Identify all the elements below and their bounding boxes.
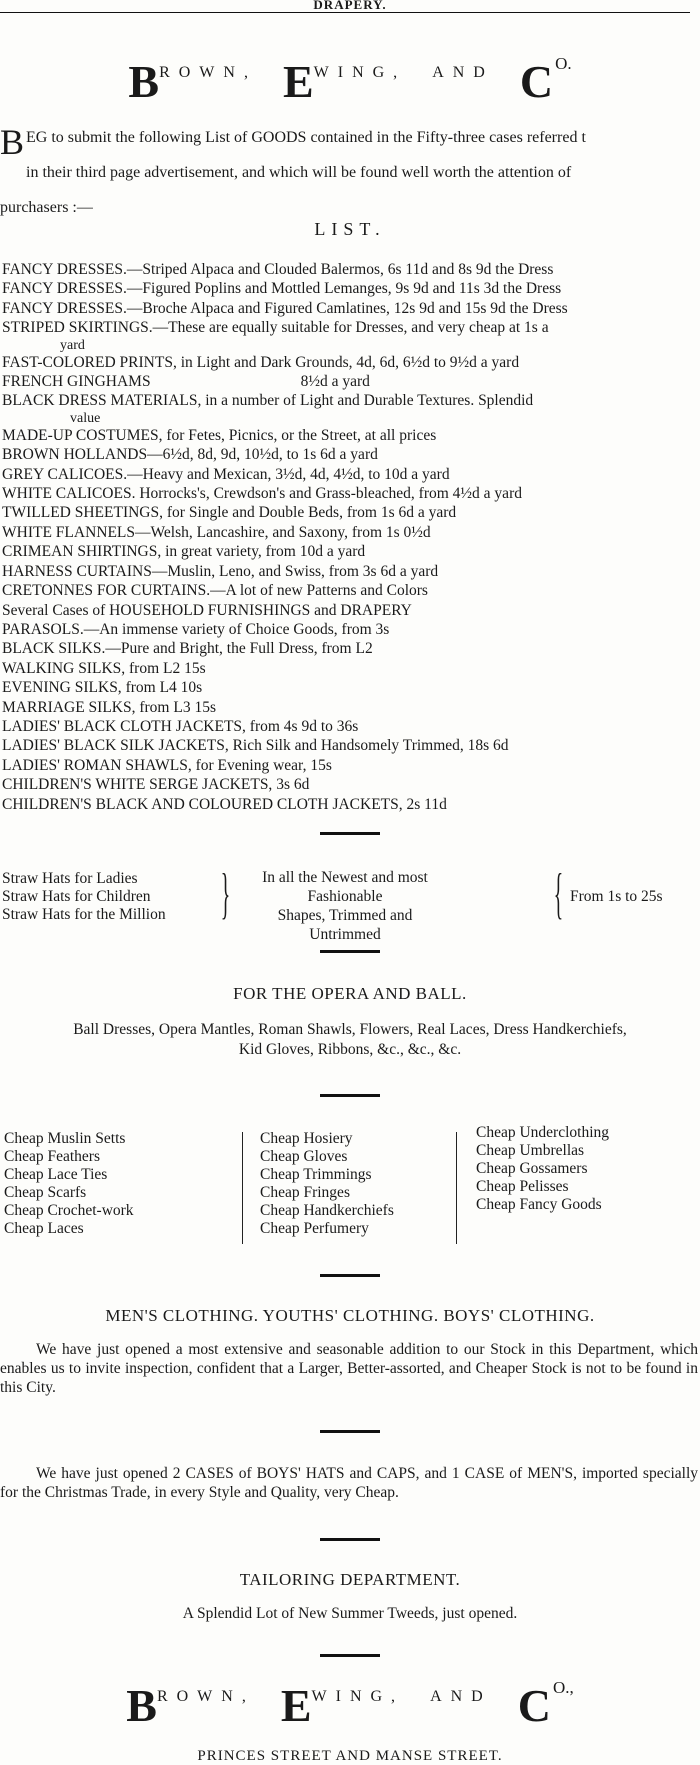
intro-line-2: in their third page advertisement, and which will be found well worth the attention of [26,164,572,181]
goods-item-name: MARRIAGE SILKS, [2,698,136,716]
divider-rule [320,1094,380,1097]
firm-sup-o: O. [555,54,572,73]
opera-line-2: Kid Gloves, Ribbons, &c., &c., &c. [238,1041,462,1058]
column-divider [456,1132,457,1244]
goods-item-text: —These are equally suitable for Dresses, and very cheap at 1s a [152,319,549,337]
goods-item-name: FANCY DRESSES. [2,261,127,278]
goods-item [2,372,697,391]
goods-item-text: —Figured Poplins and Mottled Lemanges, 9s 9d and 11s 3d the Dress [126,280,562,298]
header-rule [0,12,690,13]
firm-sup-o: O., [552,1678,574,1697]
goods-item-text: Horrocks's, Crewdson's and Grass-bleached, from 4½d a yard [135,485,522,503]
cheap-item: Cheap Crochet-work [4,1202,134,1219]
tailoring-title: TAILORING DEPARTMENT. [239,1570,461,1589]
firm-address: PRINCES STREET AND MANSE STREET. [197,1748,503,1764]
goods-item [2,411,697,426]
goods-item-name: BLACK DRESS MATERIALS, [2,392,202,410]
goods-item-text: 8½d a yard [300,373,370,391]
intro-paragraph [0,120,690,225]
goods-item-text: —Heavy and Mexican, 3½d, 4d, 4½d, to 10d a yard [127,465,450,483]
mens-clothing-paragraph [0,1340,698,1397]
cheap-item: Cheap Scarfs [4,1184,87,1201]
goods-item [2,465,697,484]
cheap-item: Cheap Handkerchiefs [260,1202,394,1219]
goods-item [2,426,697,445]
divider-rule [320,832,380,835]
goods-item-text: in Light and Dark Grounds, 4d, 6d, 6½d to 9½d a yard [176,353,520,371]
cheap-column-2 [260,1130,394,1238]
goods-item [2,445,697,464]
goods-item [2,338,697,353]
goods-item-name: CHILDREN'S BLACK AND COLOURED CLOTH JACKETS, [2,795,403,813]
goods-item [2,659,697,678]
goods-item-text: Rich Silk and Handsomely Trimmed, 18s 6d [228,737,509,755]
goods-item-name: PARASOLS. [2,620,84,638]
goods-item-text: from L2 15s [125,659,206,677]
goods-item [2,503,697,522]
goods-item [2,795,697,814]
divider-rule [320,1430,380,1433]
firm-initial-e: E [282,56,314,107]
goods-item-name: CRIMEAN SHIRTINGS, [2,543,162,561]
right-brace: } [220,863,231,925]
goods-item [2,756,697,775]
goods-item-name: LADIES' ROMAN SHAWLS, [2,756,192,774]
goods-item-text: —Pure and Bright, the Full Dress, from L2 [105,640,373,658]
cheap-item: Cheap Hosiery [260,1130,353,1147]
mens-clothing-text: We have just opened a most extensive and seasonable addition to our Stock in this Department, which enables us to invite inspection, confident that a Larger, Better-assorted, and Cheaper Stock is not to be found in this City. [0,1341,698,1396]
cheap-item: Cheap Muslin Setts [4,1130,126,1147]
goods-item-text: from L4 10s [121,679,203,697]
boys-hats-paragraph [0,1464,698,1502]
goods-item [2,775,697,794]
intro-line-1: EG to submit the following List of GOODS contained in the Fifty-three cases referred t [26,129,586,146]
goods-item-text: 3s 6d [272,776,310,794]
straw-hat-item: Straw Hats for Children [2,888,151,905]
goods-item [2,353,697,372]
straw-hats-price: From 1s to 25s [570,888,663,905]
divider-rule [320,1274,380,1277]
goods-item-text: in great variety, from 10d a yard [161,543,366,561]
firm-initial-c: C [519,56,554,107]
goods-item-name: WHITE FLANNELS [2,523,136,541]
goods-list [2,260,697,814]
goods-item-name: FANCY DRESSES. [2,280,127,298]
goods-item-text: value [70,410,101,426]
cheap-item: Cheap Pelisses [476,1178,569,1195]
cheap-item: Cheap Underclothing [476,1124,610,1141]
goods-item-text: —Striped Alpaca and Clouded Balermos, 6s 11d and 8s 9d the Dress [126,261,554,278]
goods-item-name: Several Cases of HOUSEHOLD FURNISHINGS and DRAPERY [2,601,412,619]
straw-desc-line: In all the Newest and most Fashionable [262,869,428,905]
cheap-column-1 [4,1130,134,1238]
goods-item [2,562,697,581]
firm-initial-e: E [280,1680,312,1731]
goods-item-text: —An immense variety of Choice Goods, from 3s [83,620,390,638]
goods-item-name: EVENING SILKS, [2,679,122,697]
firm-name-bottom [0,1678,700,1732]
goods-item-text: for Evening wear, 15s [191,756,332,774]
column-divider [242,1132,243,1244]
intro-line-3: purchasers :— [0,199,93,216]
section-header: DRAPERY. [313,0,387,12]
goods-item [2,391,697,410]
cheap-column-3 [476,1124,609,1214]
firm-word-rown: ROWN, [156,1688,255,1705]
firm-word-wing: WING, [311,1688,405,1705]
straw-hat-item: Straw Hats for Ladies [2,870,138,887]
goods-item-text: —A lot of new Patterns and Colors [210,582,428,600]
cheap-item: Cheap Gossamers [476,1160,588,1177]
tailoring-line: A Splendid Lot of New Summer Tweeds, just opened. [182,1605,518,1622]
straw-desc-line: Shapes, Trimmed and [277,907,413,924]
firm-initial-c: C [517,1680,551,1731]
goods-item-text: for Fetes, Picnics, or the Street, at all prices [162,426,437,444]
intro-dropcap: B [0,122,25,162]
cheap-item: Cheap Laces [4,1220,84,1237]
cheap-item: Cheap Trimmings [260,1166,372,1183]
goods-item-name: FRENCH GINGHAMS [2,373,151,391]
goods-item [2,260,697,279]
goods-item [2,601,697,620]
cheap-item: Cheap Perfumery [260,1220,369,1237]
firm-word-wing: WING, [313,64,407,81]
goods-item-text: from 4s 9d to 36s [245,717,359,735]
opera-title: FOR THE OPERA AND BALL. [233,984,467,1003]
goods-item-name: WHITE CALICOES. [2,485,136,503]
mens-clothing-title: MEN'S CLOTHING. YOUTHS' CLOTHING. BOYS' CLOTHING. [105,1306,595,1325]
goods-item-text: —Broche Alpaca and Figured Camlatines, 12s 9d and 15s 9d the Dress [126,299,568,317]
goods-item-name: TWILLED SHEETINGS, [2,504,163,522]
goods-item-name: FAST-COLORED PRINTS, [2,353,177,371]
goods-item [2,299,697,318]
goods-item [2,542,697,561]
goods-item-text: yard [60,337,85,353]
goods-item-name: GREY CALICOES. [2,465,128,483]
goods-item [2,678,697,697]
cheap-item: Cheap Fancy Goods [476,1196,602,1213]
goods-item [2,639,697,658]
cheap-item: Cheap Feathers [4,1148,100,1165]
goods-item [2,318,697,337]
goods-item [2,484,697,503]
goods-item-name: LADIES' BLACK SILK JACKETS, [2,737,229,755]
cheap-item: Cheap Fringes [260,1184,350,1201]
goods-item [2,620,697,639]
goods-item-text: —Muslin, Leno, and Swiss, from 3s 6d a yard [151,562,439,580]
firm-word-and: AND [430,1688,492,1705]
goods-item-text: for Single and Double Beds, from 1s 6d a yard [163,504,457,522]
firm-word-and: AND [432,64,494,81]
opera-line-1: Ball Dresses, Opera Mantles, Roman Shawls, Flowers, Real Laces, Dress Handkerchiefs, [73,1021,627,1038]
goods-item [2,279,697,298]
goods-item-text: 2s 11d [402,795,447,813]
boys-hats-text: We have just opened 2 CASES of BOYS' HATS and CAPS, and 1 CASE of MEN'S, imported specially for the Christmas Trade, in every Style and Quality, very Cheap. [0,1465,698,1501]
goods-item-name: STRIPED SKIRTINGS. [2,319,153,337]
goods-item-name: CRETONNES FOR CURTAINS. [2,582,211,600]
goods-item-name: MADE-UP COSTUMES, [2,426,163,444]
cheap-item: Cheap Umbrellas [476,1142,585,1159]
divider-rule [320,1654,380,1657]
goods-item [2,523,697,542]
divider-rule [320,1538,380,1541]
firm-name-top [0,54,700,108]
cheap-item: Cheap Gloves [260,1148,348,1165]
goods-item [2,581,697,600]
firm-initial-b: B [126,1680,157,1731]
firm-initial-b: B [128,56,160,107]
goods-item-name: CHILDREN'S WHITE SERGE JACKETS, [2,776,273,794]
straw-desc-line: Untrimmed [309,926,381,943]
goods-item-text: —Welsh, Lancashire, and Saxony, from 1s 0½d [135,523,431,541]
goods-item-name: WALKING SILKS, [2,659,126,677]
goods-item [2,698,697,717]
goods-item [2,736,697,755]
goods-item-name: LADIES' BLACK CLOTH JACKETS, [2,717,246,735]
cheap-item: Cheap Lace Ties [4,1166,108,1183]
goods-item-name: BROWN HOLLANDS [2,446,148,464]
list-heading: LIST. [314,219,386,239]
left-brace: { [553,863,564,925]
divider-rule [320,950,380,953]
goods-item-text: —6½d, 8d, 9d, 10½d, to 1s 6d a yard [147,446,378,464]
goods-item [2,717,697,736]
goods-item-name: FANCY DRESSES. [2,299,127,317]
goods-item-text: from L3 15s [135,698,216,716]
firm-word-rown: ROWN, [159,64,257,81]
straw-hats-description [230,868,460,944]
goods-item-name: BLACK SILKS. [2,640,106,658]
goods-item-name: HARNESS CURTAINS [2,562,152,580]
goods-item-text: in a number of Light and Durable Textures. Splendid [201,392,534,410]
straw-hat-item: Straw Hats for the Million [2,906,166,923]
straw-hats-list [2,870,166,924]
